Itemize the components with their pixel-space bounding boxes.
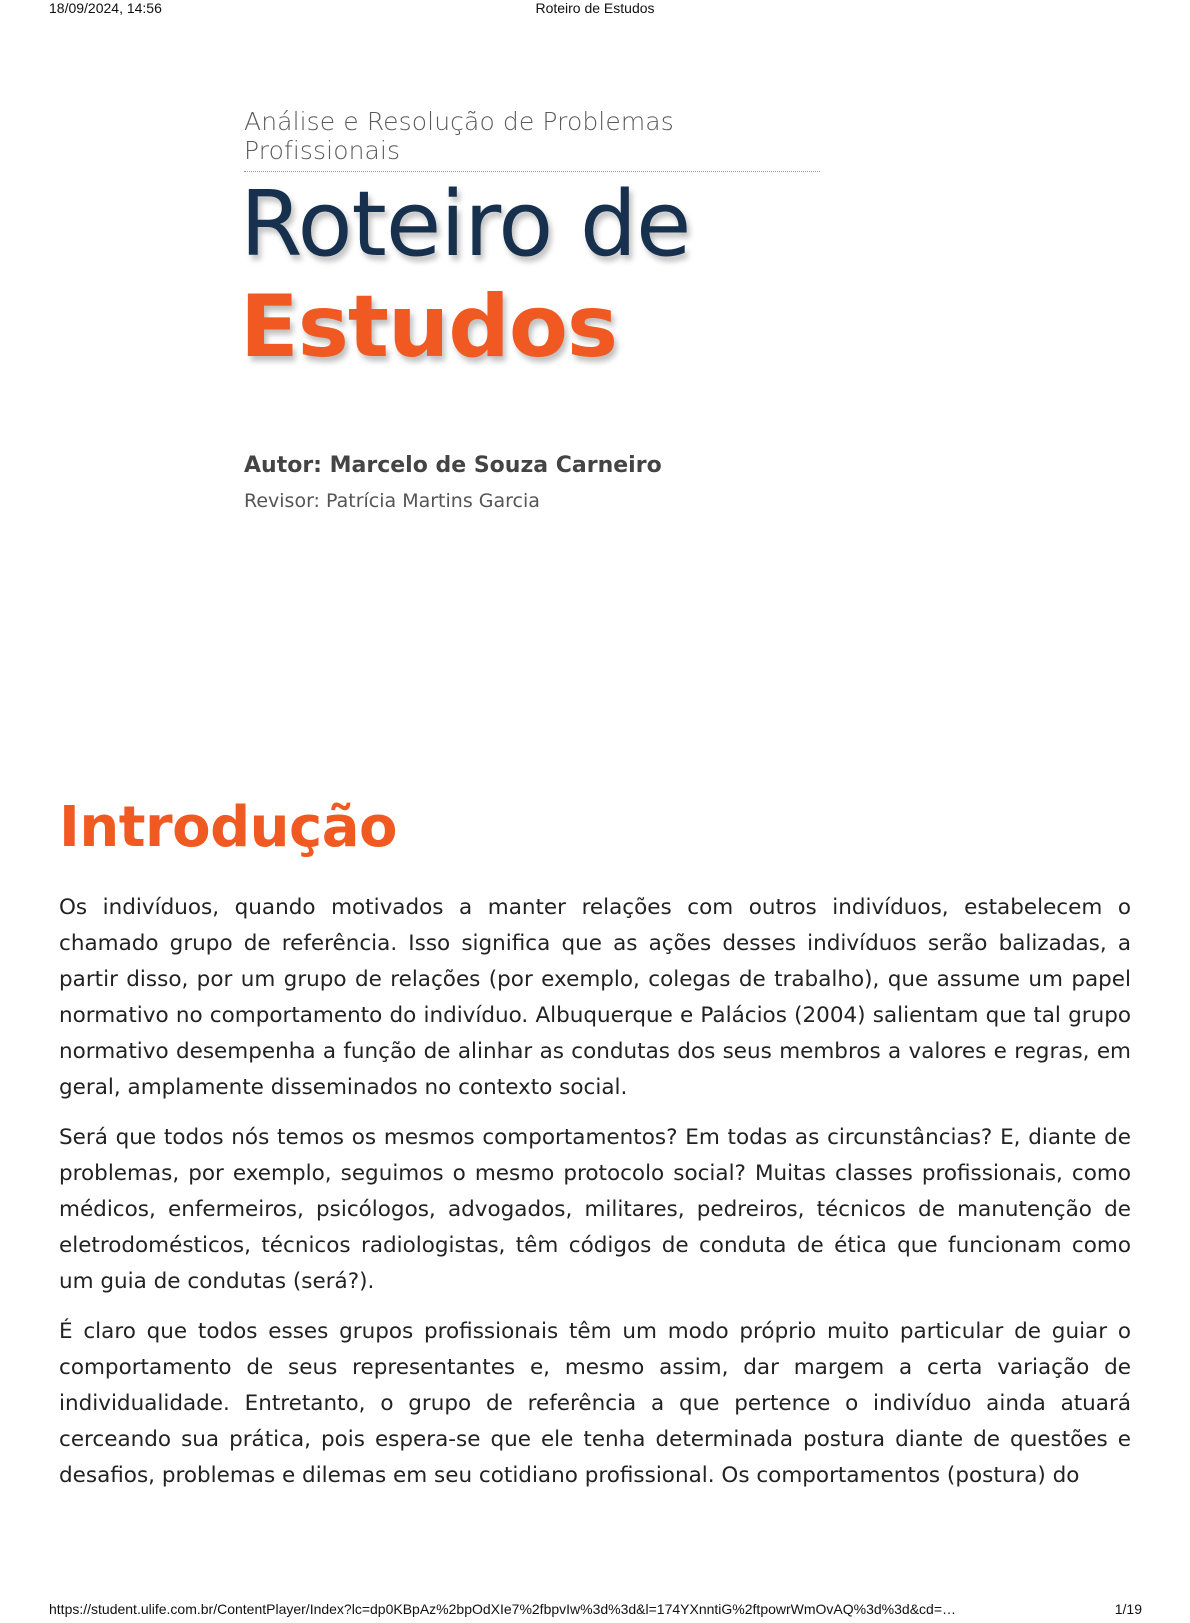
print-header <box>0 0 1190 20</box>
paragraph: Será que todos nós temos os mesmos comportamentos? Em todas as circunstâncias? E, diante de problemas, por exemplo, seguimos o mesmo protocolo social? Muitas classes profissionais, como médicos, enfermeiros, psicólogos, advogados, militares, pedreiros, técnicos de manutenção de eletrodomésticos, técnicos radiologistas, têm códigos de conduta de ética que funcionam como um guia de condutas (será?). <box>59 1125 1131 1294</box>
reviewer-credit: Revisor: Patrícia Martins Garcia <box>244 490 540 512</box>
author-credit: Autor: Marcelo de Souza Carneiro <box>244 453 662 478</box>
hero-title-line2: Estudos <box>240 277 618 377</box>
section-body <box>59 890 1131 1508</box>
print-page-title: Roteiro de Estudos <box>535 0 655 16</box>
paragraph: Os indivíduos, quando motivados a manter relações com outros indivíduos, estabelecem o chamado grupo de referência. Isso significa que as ações desses indivíduos serão balizadas, a partir disso, por um grupo de relações (por exemplo, colegas de trabalho), que assume um papel normativo no comportamento do indivíduo. Albuquerque e Palácios (2004) salientam que tal grupo normativo desempenha a função de alinhar as condutas dos seus membros a valores e regras, em geral, amplamente disseminados no contexto social. <box>59 895 1131 1100</box>
page-url: https://student.ulife.com.br/ContentPlayer/Index?lc=dp0KBpAz%2bpOdXIe7%2fbpvIw%3d%3d&l=174YXnntiG%2ftpowrWmOvAQ%3d%3d&cd=… <box>49 1601 956 1617</box>
print-footer <box>0 1601 1190 1621</box>
print-datetime: 18/09/2024, 14:56 <box>49 0 162 16</box>
page-number: 1/19 <box>1114 1601 1142 1617</box>
paragraph: É claro que todos esses grupos profissionais têm um modo próprio muito particular de guiar o comportamento de seus representantes e, mesmo assim, dar margem a certa variação de individualidade. Entretanto, o grupo de referência a que pertence o indivíduo ainda atuará cerceando sua prática, pois espera-se que ele tenha determinada postura diante de questões e desafios, problemas e dilemas em seu cotidiano profissional. Os comportamentos (postura) do <box>59 1319 1131 1488</box>
section-title: Introdução <box>59 795 397 860</box>
course-name: Análise e Resolução de Problemas Profissionais <box>244 107 820 172</box>
hero-title-line1: Roteiro de <box>240 172 691 277</box>
hero-title <box>240 172 691 377</box>
